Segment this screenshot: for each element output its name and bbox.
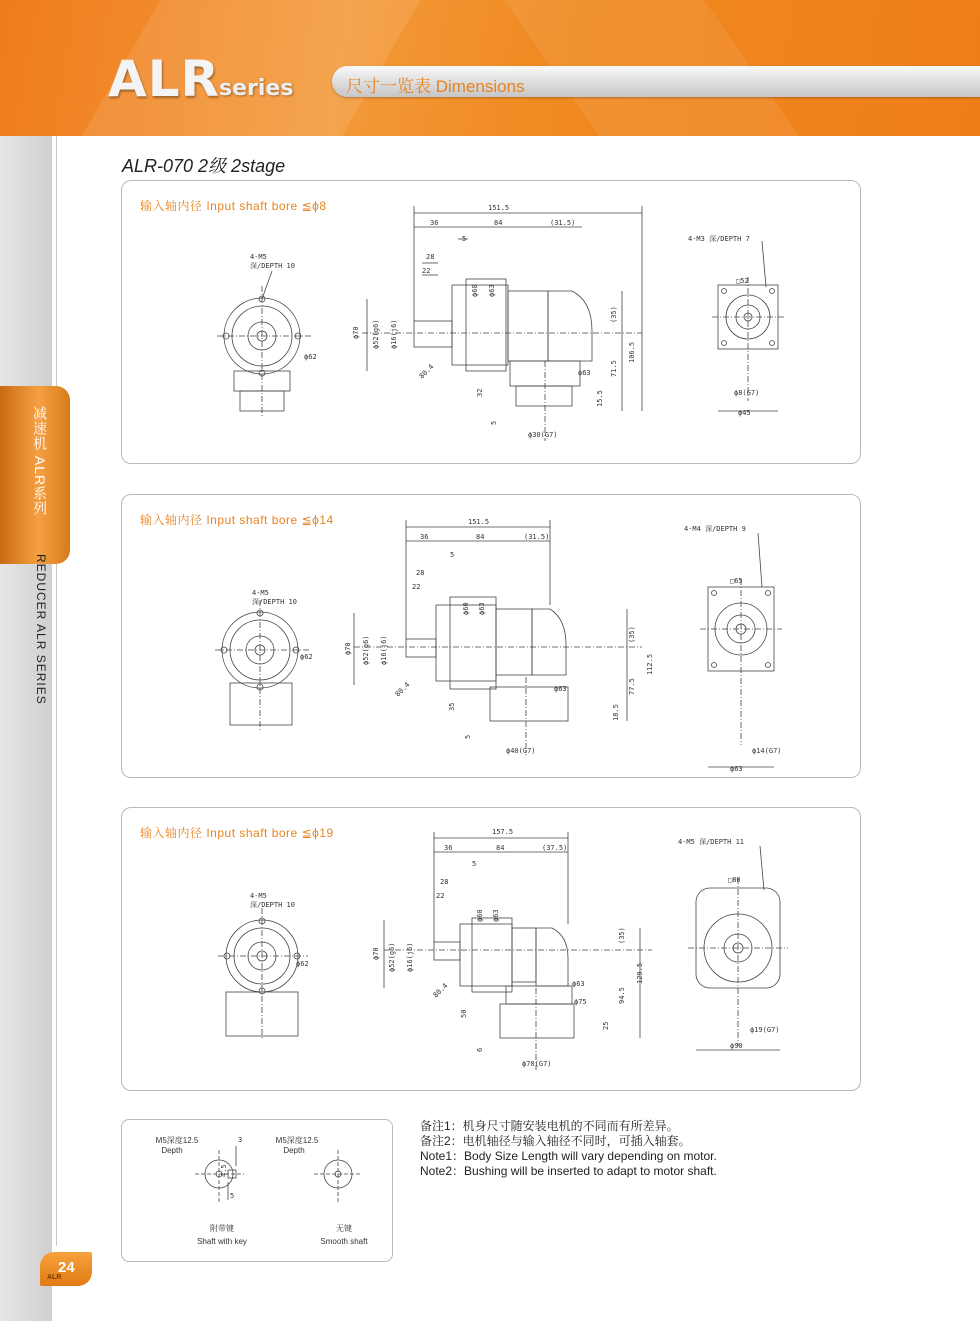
dim-phi-rear: ϕ63 (730, 765, 743, 773)
dim-h35: (35) (610, 306, 618, 323)
dim-315: (31.5) (550, 219, 576, 227)
dim-phi60: ϕ60 (476, 909, 484, 922)
dim-84: 84 (494, 219, 503, 227)
dim-front-holes: 4-M5 (252, 589, 269, 597)
dim-rear-holes: 4-M3 深/DEPTH 7 (688, 235, 750, 243)
note-line: 备注2：电机轴径与输入轴径不同时，可插入轴套。 (420, 1134, 691, 1148)
dim-phi70: ϕ70 (344, 642, 352, 655)
notes (420, 1119, 717, 1179)
dim-front-depth: 深/DEPTH 10 (252, 598, 297, 606)
smooth-tap-label: M5深度12.5 (275, 1136, 319, 1145)
brand-series: series (219, 76, 294, 101)
dim-key-width: 3 (238, 1136, 243, 1144)
dim-36: 36 (420, 533, 429, 541)
dimension-drawing (122, 808, 860, 1090)
dim-phi63-lower: ϕ63 (578, 369, 591, 377)
dimension-panel (121, 494, 861, 778)
dim-phi63-lower: ϕ63 (554, 685, 567, 693)
dim-phi70: ϕ70(G7) (522, 1060, 552, 1068)
dim-phi62: ϕ62 (300, 653, 313, 661)
dim-84: 84 (476, 533, 485, 541)
dim-32: 32 (476, 388, 484, 397)
dimension-panel (121, 807, 861, 1091)
dim-80: 80.4 (393, 680, 412, 699)
smooth-depth-label: Depth (283, 1146, 305, 1155)
dim-phi62: ϕ62 (296, 960, 309, 968)
note-line: Note2：Bushing will be inserted to adapt to motor shaft. (420, 1164, 717, 1178)
dim-front-depth: 深/DEPTH 10 (250, 262, 295, 270)
dim-phi62: ϕ62 (304, 353, 317, 361)
dim-36: 36 (430, 219, 439, 227)
dim-h106: 106.5 (628, 341, 636, 363)
brand-logo: ALR (108, 50, 221, 108)
keyed-tap-label: M5深度12.5 (155, 1136, 199, 1145)
dim-front-depth: 深/DEPTH 10 (250, 901, 295, 909)
dim-6: 6 (476, 1047, 484, 1052)
dim-5b: 5 (464, 734, 472, 739)
dim-phi52: ϕ52(g6) (372, 319, 380, 349)
dim-22: 22 (422, 267, 431, 275)
dim-phi52: ϕ52(g6) (362, 635, 370, 665)
dim-h25: 25 (602, 1021, 610, 1030)
smooth-en-label: Smooth shaft (320, 1237, 368, 1246)
dim-total: 157.5 (492, 828, 514, 836)
page-tag: ALR (47, 1274, 62, 1281)
dim-phi-bore: ϕ8(G7) (734, 389, 760, 397)
dim-28: 28 (416, 569, 425, 577)
side-strip (0, 136, 52, 1321)
dim-5: 5 (450, 551, 455, 559)
dim-key-height: 4.5 (220, 1164, 228, 1177)
dim-phi-bore: ϕ19(G7) (750, 1026, 780, 1034)
dim-phi16: ϕ16(j6) (406, 942, 414, 972)
divider (56, 136, 57, 1246)
page-number: 24 (58, 1259, 75, 1276)
dim-h155: 15.5 (596, 390, 604, 407)
dim-square: □65 (730, 577, 743, 585)
dim-5: 5 (462, 235, 467, 243)
dim-phi63-lower: ϕ63 (572, 980, 585, 988)
dim-h77: 77.5 (628, 678, 636, 695)
model-title: ALR-070 2级 2stage (122, 156, 286, 176)
shaft-type-panel (121, 1119, 393, 1262)
dimension-panel (121, 180, 861, 464)
dim-phi63: ϕ63 (478, 602, 486, 615)
dim-315: (31.5) (524, 533, 550, 541)
dim-square: □80 (728, 876, 741, 884)
dimension-drawing (122, 495, 860, 777)
dim-total: 151.5 (468, 518, 490, 526)
panel-label: 输入轴内径 Input shaft bore ≦ϕ14 (140, 513, 334, 527)
panel-label: 输入轴内径 Input shaft bore ≦ϕ8 (140, 199, 327, 213)
dim-phi75: ϕ75 (574, 998, 587, 1006)
dim-phi-rear: ϕ45 (738, 409, 751, 417)
dimension-drawing (122, 181, 860, 463)
dim-5b: 5 (490, 420, 498, 425)
dim-phi-rear: ϕ90 (730, 1042, 743, 1050)
dim-50: 50 (460, 1009, 468, 1018)
dim-84: 84 (496, 844, 505, 852)
dim-total: 151.5 (488, 204, 510, 212)
keyed-cn-label: 附带键 (210, 1224, 234, 1233)
dim-rear-holes: 4-M4 深/DEPTH 9 (684, 525, 746, 533)
dim-h35: (35) (628, 626, 636, 643)
dim-phi70: ϕ70 (372, 947, 380, 960)
dim-rear-holes: 4-M5 深/DEPTH 11 (678, 838, 745, 846)
dim-front-holes: 4-M5 (250, 892, 267, 900)
panel-label: 输入轴内径 Input shaft bore ≦ϕ19 (140, 826, 334, 840)
dim-35: 35 (448, 702, 456, 711)
dim-h35: (35) (618, 927, 626, 944)
dim-phi16: ϕ16(j6) (390, 319, 398, 349)
dim-28: 28 (440, 878, 449, 886)
dim-h18: 18.5 (612, 704, 620, 721)
dim-22: 22 (436, 892, 445, 900)
note-line: Note1：Body Size Length will vary depending on motor. (420, 1149, 717, 1163)
page-title: 尺寸一览表 Dimensions (346, 77, 525, 96)
dim-phi60: ϕ60 (471, 284, 479, 297)
dim-phi-bore: ϕ14(G7) (752, 747, 782, 755)
dim-square: □52 (736, 277, 749, 285)
dim-28: 28 (426, 253, 435, 261)
dim-375: (37.5) (542, 844, 568, 852)
keyed-en-label: Shaft with key (197, 1237, 247, 1246)
dim-phi70: ϕ70 (352, 326, 360, 339)
keyed-depth-label: Depth (161, 1146, 183, 1155)
dim-front-holes: 4-M5 (250, 253, 267, 261)
dim-phi16: ϕ16(j6) (380, 635, 388, 665)
dim-phi30: ϕ30(G7) (528, 431, 558, 439)
note-line: 备注1：机身尺寸随安装电机的不同而有所差异。 (420, 1119, 679, 1133)
dim-phi63: ϕ63 (492, 909, 500, 922)
dim-phi40: ϕ40(G7) (506, 747, 536, 755)
smooth-cn-label: 无键 (336, 1224, 352, 1233)
dim-phi52: ϕ52(g6) (388, 942, 396, 972)
dim-h129: 129.5 (636, 962, 644, 984)
side-tab-label: 减速机 ALR系列 (32, 406, 48, 517)
dim-h112: 112.5 (646, 653, 654, 675)
dim-5: 5 (472, 860, 477, 868)
dim-22: 22 (412, 583, 421, 591)
dim-80: 80.4 (431, 981, 450, 1000)
dim-phi60: ϕ60 (462, 602, 470, 615)
dim-80: 80.4 (417, 362, 436, 381)
dim-phi63: ϕ63 (488, 284, 496, 297)
input-shaft (414, 321, 452, 347)
dim-36: 36 (444, 844, 453, 852)
dim-h94: 94.5 (618, 987, 626, 1004)
dim-key-length: 5 (230, 1192, 235, 1200)
side-series-label: REDUCER ALR SERIES (34, 554, 48, 705)
dim-h71: 71.5 (610, 360, 618, 377)
